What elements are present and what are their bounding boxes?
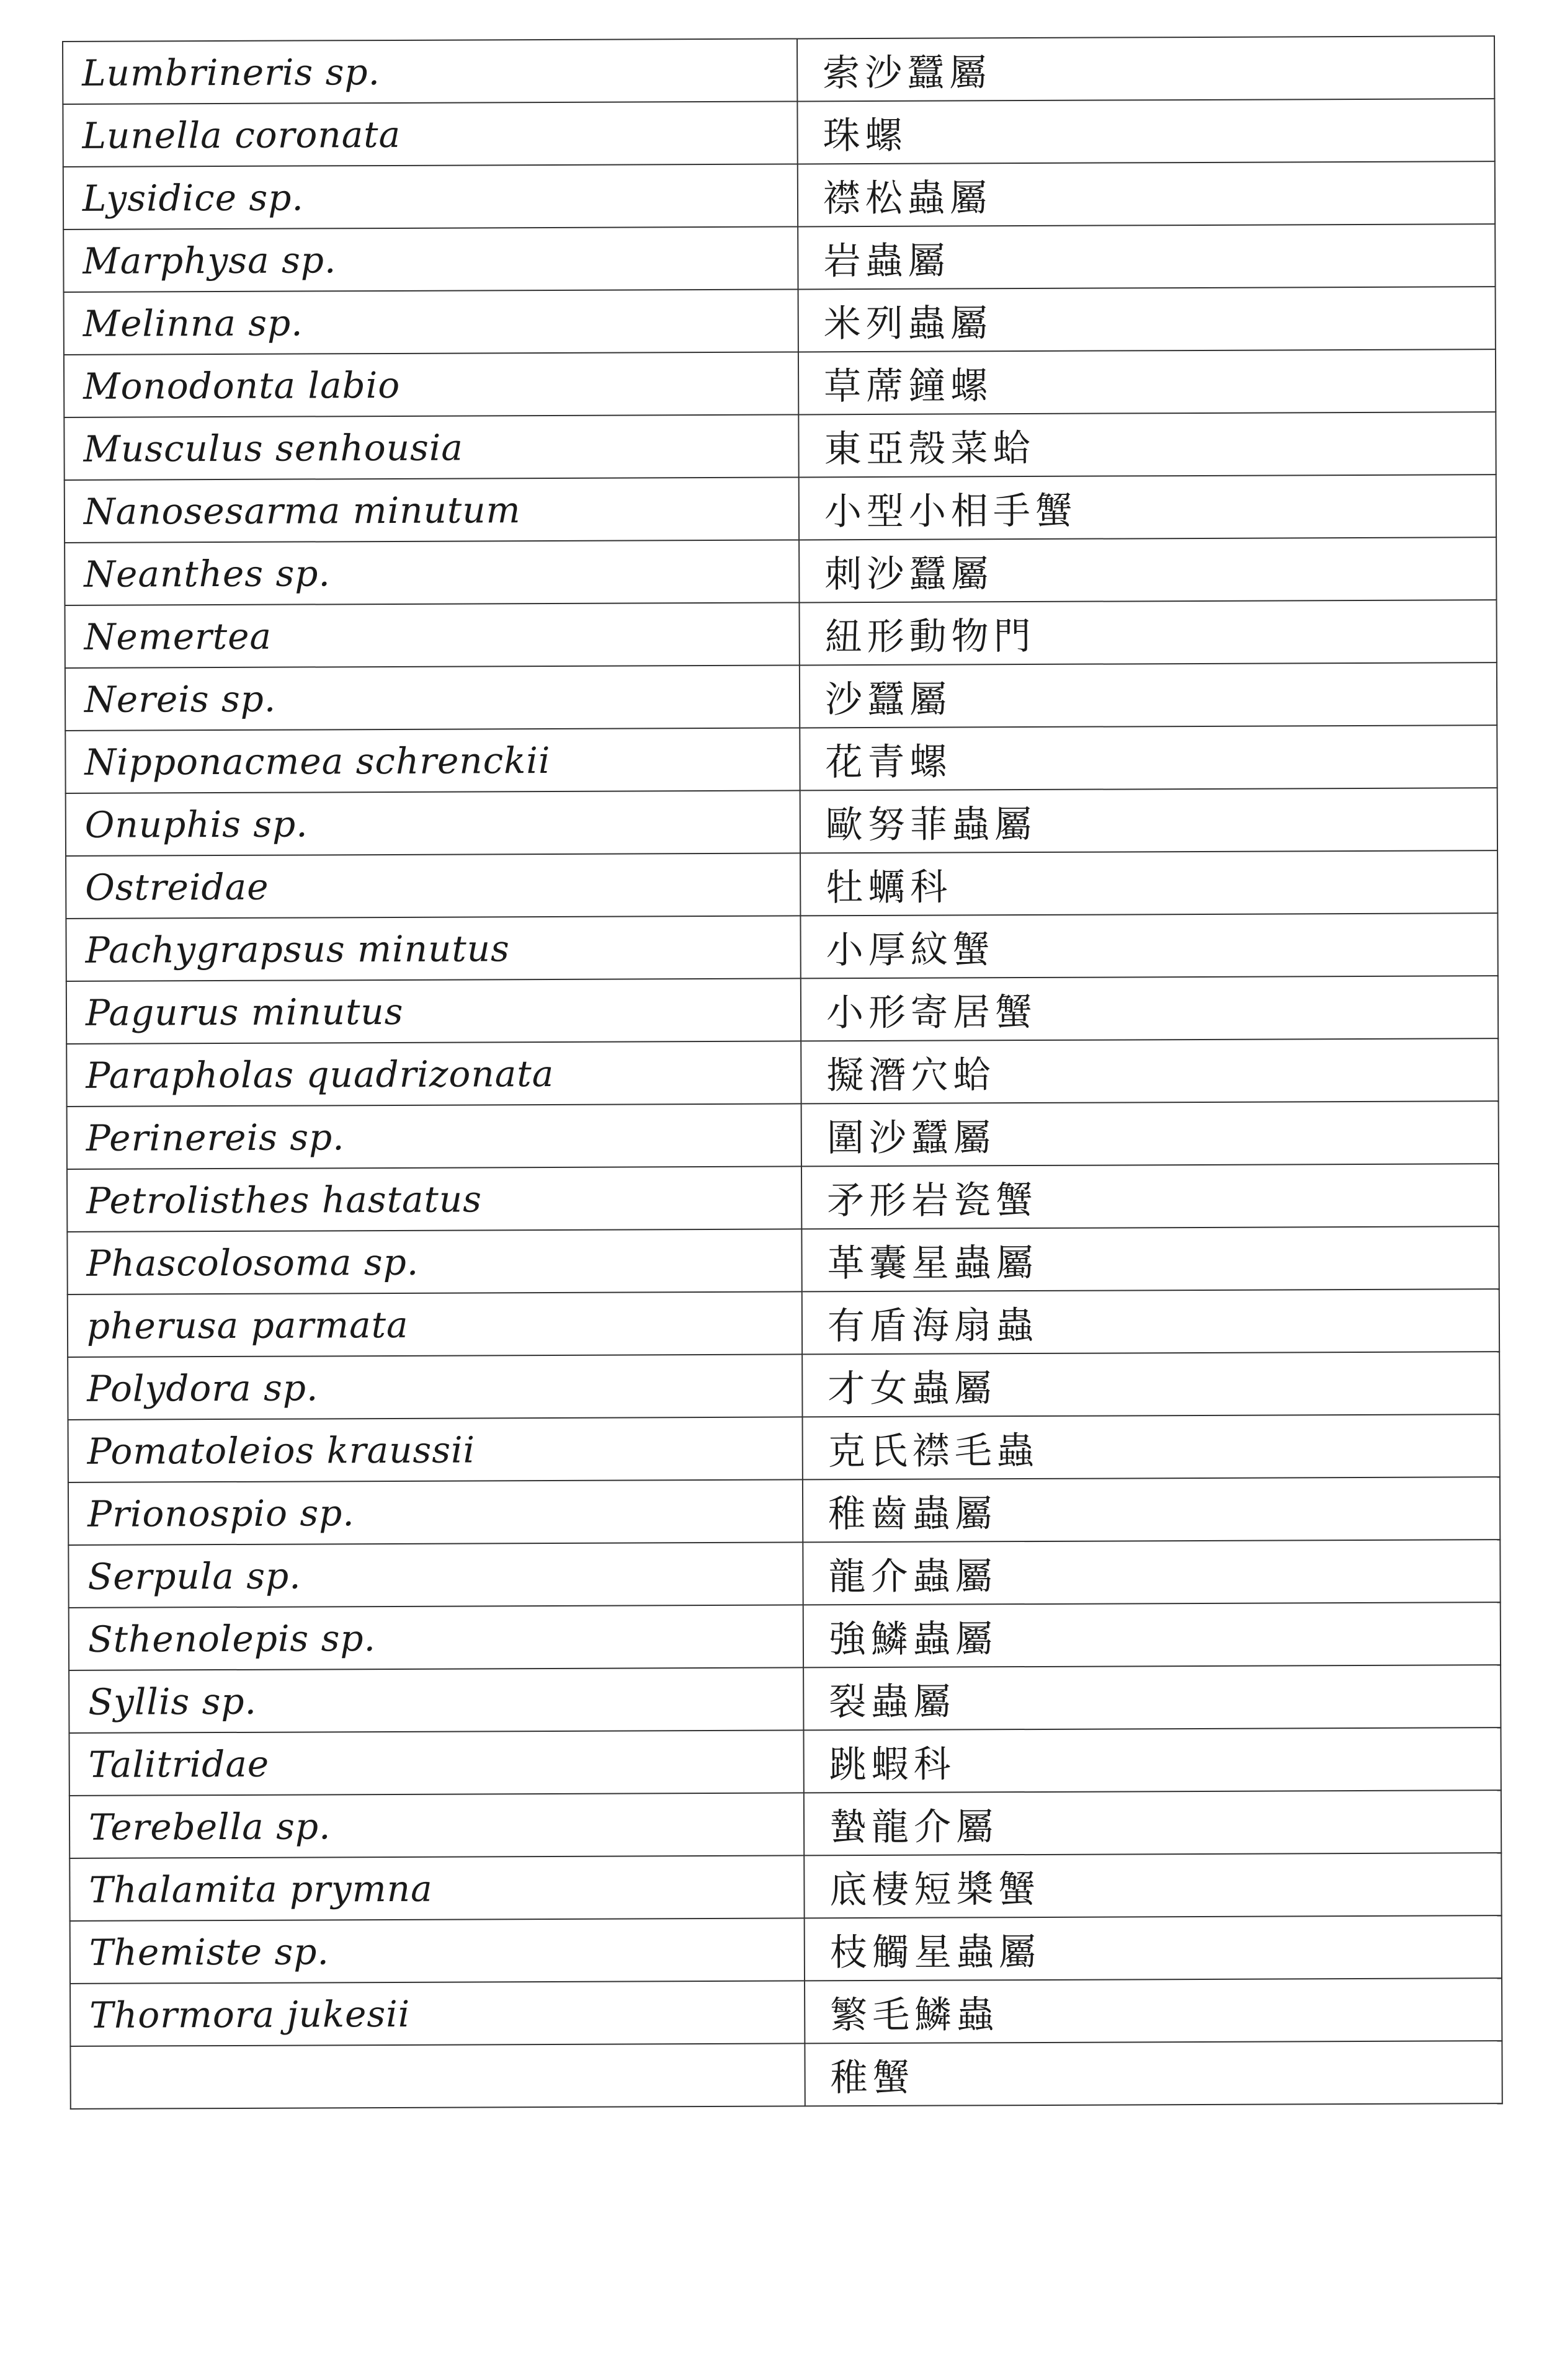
scientific-name-cell: Pachygrapsus minutus bbox=[66, 916, 800, 981]
table-row bbox=[67, 1164, 1499, 1232]
chinese-name-cell: 龍介蟲屬 bbox=[803, 1540, 1500, 1605]
chinese-name-cell: 稚齒蟲屬 bbox=[803, 1477, 1500, 1542]
species-table-body bbox=[63, 36, 1502, 2109]
scientific-name-cell: Themiste sp. bbox=[70, 1918, 805, 1984]
table-row bbox=[65, 537, 1496, 605]
scientific-name-cell: Phascolosoma sp. bbox=[67, 1229, 801, 1295]
table-row bbox=[65, 600, 1496, 668]
table-row bbox=[69, 1602, 1501, 1670]
scientific-name-cell: Musculus senhousia bbox=[64, 414, 798, 480]
scientific-name-cell: Serpula sp. bbox=[68, 1542, 803, 1608]
scientific-name-cell: Lysidice sp. bbox=[63, 164, 798, 230]
scientific-name-cell: pherusa parmata bbox=[68, 1291, 802, 1357]
table-row bbox=[63, 224, 1495, 292]
scientific-name-cell: Ostreidae bbox=[66, 853, 800, 919]
chinese-name-cell: 繁毛鱗蟲 bbox=[805, 1978, 1502, 2043]
chinese-name-cell: 裂蟲屬 bbox=[803, 1665, 1501, 1730]
chinese-name-cell: 才女蟲屬 bbox=[802, 1352, 1499, 1417]
table-row bbox=[66, 913, 1497, 981]
table-row bbox=[63, 161, 1495, 230]
table-row bbox=[69, 1727, 1501, 1796]
scientific-name-cell: Terebella sp. bbox=[69, 1793, 804, 1858]
chinese-name-cell: 東亞殼菜蛤 bbox=[798, 412, 1496, 477]
scientific-name-cell: Nanosesarma minutum bbox=[65, 477, 799, 543]
chinese-name-cell: 襟松蟲屬 bbox=[798, 161, 1495, 226]
table-row bbox=[68, 1540, 1500, 1608]
table-row bbox=[65, 475, 1496, 543]
table-row bbox=[64, 412, 1496, 480]
chinese-name-cell: 索沙蠶屬 bbox=[797, 36, 1494, 101]
chinese-name-cell: 小形寄居蟹 bbox=[801, 976, 1498, 1041]
scientific-name-cell: Petrolisthes hastatus bbox=[67, 1166, 801, 1232]
scientific-name-cell: Nereis sp. bbox=[65, 665, 800, 731]
table-row bbox=[70, 1915, 1502, 1984]
scientific-name-cell: Syllis sp. bbox=[69, 1667, 803, 1733]
chinese-name-cell: 矛形岩瓷蟹 bbox=[801, 1164, 1499, 1229]
scientific-name-cell: Parapholas quadrizonata bbox=[66, 1041, 801, 1107]
chinese-name-cell: 米列蟲屬 bbox=[798, 287, 1496, 352]
scientific-name-cell: Perinereis sp. bbox=[67, 1103, 801, 1169]
chinese-name-cell: 擬潛穴蛤 bbox=[801, 1038, 1498, 1103]
chinese-name-cell: 紐形動物門 bbox=[799, 600, 1496, 665]
scientific-name-cell: Sthenolepis sp. bbox=[69, 1605, 803, 1670]
table-row bbox=[67, 1226, 1499, 1295]
scientific-name-cell: Lunella coronata bbox=[63, 101, 797, 167]
chinese-name-cell: 克氏襟毛蟲 bbox=[803, 1414, 1500, 1479]
table-row bbox=[66, 788, 1497, 856]
scientific-name-cell: Monodonta labio bbox=[64, 352, 798, 417]
chinese-name-cell: 跳蝦科 bbox=[803, 1727, 1501, 1793]
chinese-name-cell: 蟄龍介屬 bbox=[804, 1790, 1501, 1855]
scientific-name-cell: Nipponacmea schrenckii bbox=[65, 728, 800, 793]
chinese-name-cell: 圍沙蠶屬 bbox=[801, 1101, 1499, 1166]
table-row bbox=[63, 36, 1494, 104]
table-row bbox=[66, 976, 1498, 1044]
scientific-name-cell: Lumbrineris sp. bbox=[63, 38, 797, 104]
table-row bbox=[65, 725, 1497, 793]
table-row bbox=[68, 1414, 1500, 1482]
scientific-name-cell: Polydora sp. bbox=[68, 1354, 802, 1420]
table-row bbox=[69, 1853, 1501, 1921]
species-table bbox=[62, 35, 1503, 2110]
table-row bbox=[67, 1101, 1499, 1169]
table-row bbox=[70, 1978, 1502, 2046]
scientific-name-cell: Thormora jukesii bbox=[70, 1981, 805, 2046]
scientific-name-cell: Pagurus minutus bbox=[66, 978, 801, 1044]
chinese-name-cell: 革囊星蟲屬 bbox=[801, 1226, 1499, 1291]
scientific-name-cell: Marphysa sp. bbox=[63, 226, 798, 292]
chinese-name-cell: 花青螺 bbox=[800, 725, 1497, 790]
table-row bbox=[64, 287, 1496, 355]
scientific-name-cell: Nemertea bbox=[65, 602, 799, 668]
scientific-name-cell bbox=[70, 2043, 805, 2109]
chinese-name-cell: 底棲短槳蟹 bbox=[804, 1853, 1501, 1918]
chinese-name-cell: 珠螺 bbox=[797, 99, 1494, 164]
scientific-name-cell: Talitridae bbox=[69, 1730, 803, 1796]
table-row bbox=[69, 1665, 1501, 1733]
scientific-name-cell: Neanthes sp. bbox=[65, 540, 799, 605]
chinese-name-cell: 歐努菲蟲屬 bbox=[800, 788, 1497, 853]
chinese-name-cell: 牡蠣科 bbox=[800, 850, 1497, 916]
scientific-name-cell: Onuphis sp. bbox=[66, 790, 800, 856]
scientific-name-cell: Pomatoleios kraussii bbox=[68, 1417, 803, 1482]
table-row bbox=[64, 349, 1496, 417]
table-row bbox=[68, 1289, 1499, 1357]
chinese-name-cell: 岩蟲屬 bbox=[798, 224, 1495, 289]
scientific-name-cell: Melinna sp. bbox=[64, 289, 798, 355]
chinese-name-cell: 刺沙蠶屬 bbox=[799, 537, 1496, 602]
chinese-name-cell: 枝觸星蟲屬 bbox=[805, 1915, 1502, 1981]
chinese-name-cell: 強鱗蟲屬 bbox=[803, 1602, 1501, 1667]
table-row bbox=[65, 662, 1497, 731]
table-row bbox=[70, 2041, 1502, 2109]
table-row bbox=[66, 1038, 1498, 1107]
table-row bbox=[63, 99, 1494, 167]
chinese-name-cell: 小型小相手蟹 bbox=[799, 475, 1496, 540]
chinese-name-cell: 小厚紋蟹 bbox=[800, 913, 1497, 978]
table-row bbox=[68, 1352, 1499, 1420]
chinese-name-cell: 沙蠶屬 bbox=[800, 662, 1497, 728]
chinese-name-cell: 稚蟹 bbox=[805, 2041, 1502, 2106]
chinese-name-cell: 有盾海扇蟲 bbox=[802, 1289, 1499, 1354]
scientific-name-cell: Thalamita prymna bbox=[69, 1855, 804, 1921]
table-row bbox=[69, 1790, 1501, 1858]
table-row bbox=[68, 1477, 1500, 1545]
chinese-name-cell: 草蓆鐘螺 bbox=[798, 349, 1496, 414]
scientific-name-cell: Prionospio sp. bbox=[68, 1479, 803, 1545]
table-row bbox=[66, 850, 1497, 919]
